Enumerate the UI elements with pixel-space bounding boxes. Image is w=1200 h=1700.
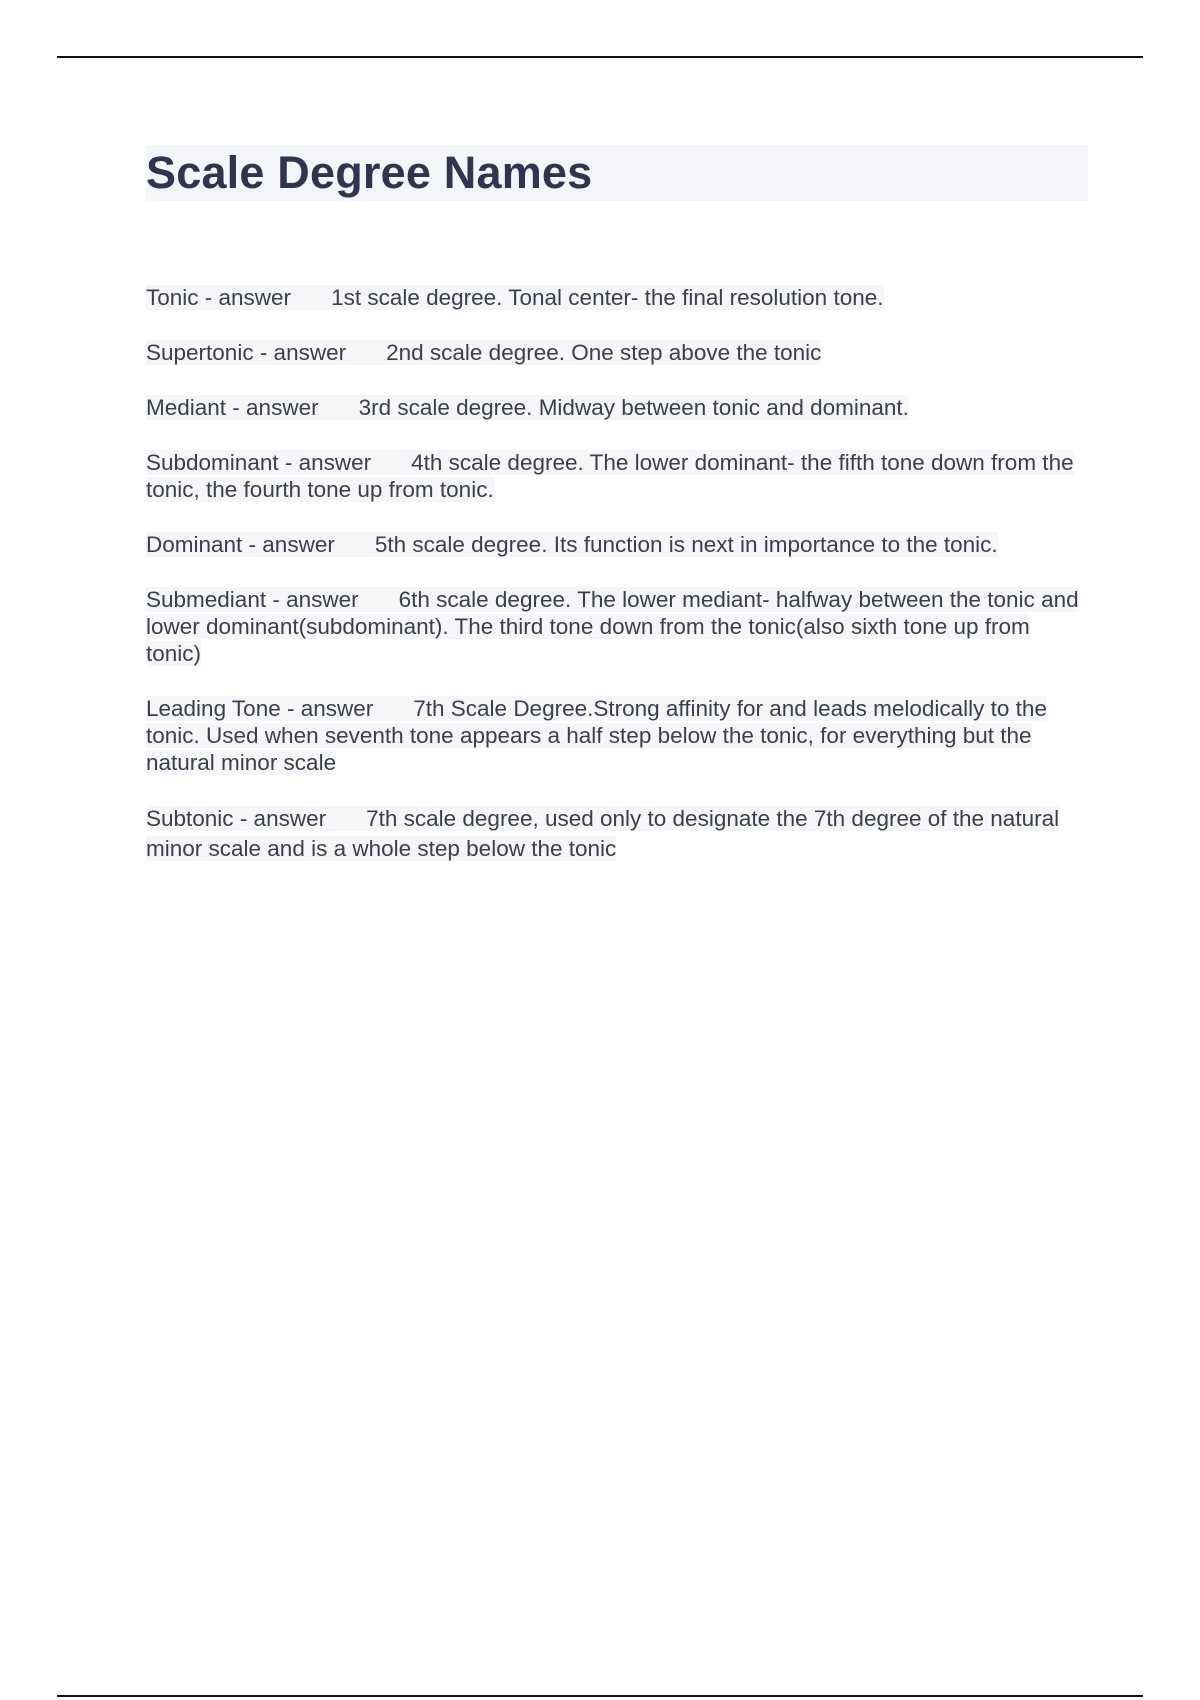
entry-list — [146, 284, 1086, 892]
footer-rule — [57, 1695, 1143, 1697]
list-item — [146, 695, 1086, 776]
entry-term: Leading Tone - answer — [146, 696, 374, 721]
entry-term: Tonic - answer — [146, 285, 292, 310]
entry-term: Mediant - answer — [146, 395, 319, 420]
list-item — [146, 284, 1086, 311]
page-title: Scale Degree Names — [146, 147, 593, 198]
entry-term: Dominant - answer — [146, 532, 335, 557]
entry-term: Supertonic - answer — [146, 340, 347, 365]
list-item — [146, 586, 1086, 667]
entry-definition: 3rd scale degree. Midway between tonic and dominant. — [358, 395, 909, 420]
list-item — [146, 531, 1086, 558]
entry-term: Submediant - answer — [146, 587, 359, 612]
entry-definition: 4th scale degree. The lower dominant- the fifth tone down from the tonic, the fourth tone up from tonic. — [146, 450, 1074, 502]
entry-definition: 1st scale degree. Tonal center- the final resolution tone. — [331, 285, 884, 310]
list-item — [146, 394, 1086, 421]
entry-term: Subtonic - answer — [146, 806, 327, 831]
list-item — [146, 449, 1086, 503]
entry-definition: 2nd scale degree. One step above the tonic — [386, 340, 822, 365]
entry-term: Subdominant - answer — [146, 450, 372, 475]
list-item — [146, 339, 1086, 366]
header-rule — [57, 56, 1143, 58]
entry-definition: 6th scale degree. The lower mediant- halfway between the tonic and lower dominant(subdominant). The third tone down from the tonic(also sixth tone up from tonic) — [146, 587, 1079, 666]
entry-definition: 7th Scale Degree.Strong affinity for and leads melodically to the tonic. Used when seventh tone appears a half step below the tonic, for everything but the natural minor scale — [146, 696, 1047, 775]
list-item — [146, 804, 1086, 864]
entry-definition: 5th scale degree. Its function is next in importance to the tonic. — [374, 532, 998, 557]
entry-definition: 7th scale degree, used only to designate the 7th degree of the natural minor scale and is a whole step below the tonic — [146, 806, 1060, 861]
